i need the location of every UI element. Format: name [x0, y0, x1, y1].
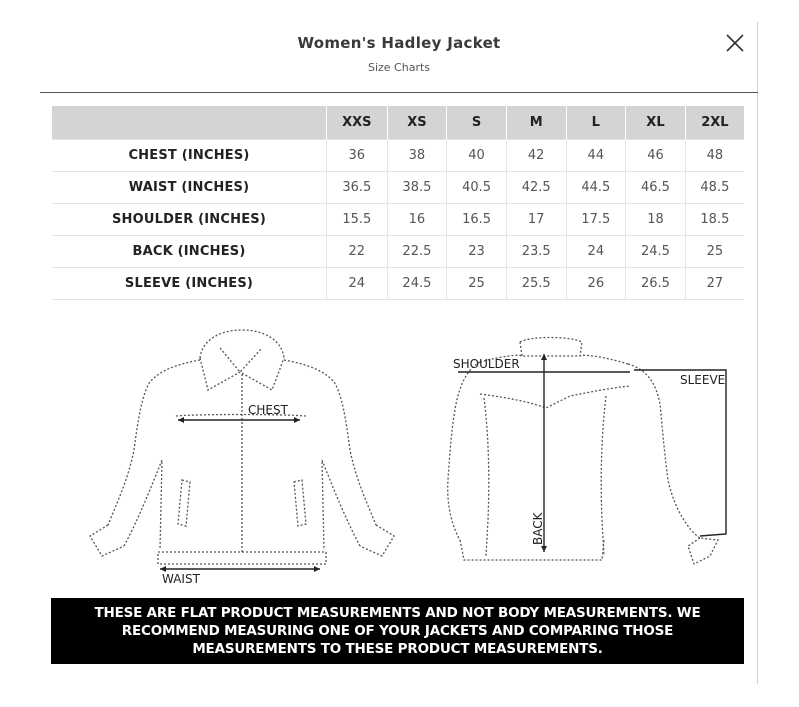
- page-title: Women's Hadley Jacket: [297, 34, 501, 52]
- table-cell: 25: [685, 236, 744, 268]
- row-label: WAIST (INCHES): [52, 172, 327, 204]
- table-cell: 25: [447, 268, 507, 300]
- chest-label: CHEST: [248, 403, 288, 417]
- close-button[interactable]: [724, 32, 746, 54]
- size-col-header: S: [447, 106, 507, 140]
- measurement-notice: [51, 598, 744, 664]
- table-cell: 24: [566, 236, 626, 268]
- table-cell: 25.5: [506, 268, 566, 300]
- table-cell: 38.5: [387, 172, 447, 204]
- table-cell: 26: [566, 268, 626, 300]
- table-cell: 46: [626, 140, 686, 172]
- table-cell: 22.5: [387, 236, 447, 268]
- table-cell: 27: [685, 268, 744, 300]
- table-cell: 22: [327, 236, 388, 268]
- shoulder-label: SHOULDER: [453, 357, 520, 371]
- table-cell: 36: [327, 140, 388, 172]
- page-subtitle: Size Charts: [367, 61, 431, 74]
- table-cell: 16.5: [447, 204, 507, 236]
- close-icon: [724, 32, 746, 54]
- table-cell: 40.5: [447, 172, 507, 204]
- jacket-diagram-svg: [50, 320, 750, 595]
- modal-border: [757, 22, 758, 684]
- table-cell: 18.5: [685, 204, 744, 236]
- table-cell: 44: [566, 140, 626, 172]
- size-col-header: 2XL: [685, 106, 744, 140]
- header-divider: [40, 92, 758, 93]
- front-jacket-outline: [90, 330, 394, 564]
- table-cell: 17.5: [566, 204, 626, 236]
- size-col-header: XS: [387, 106, 447, 140]
- table-cell: 24.5: [626, 236, 686, 268]
- notice-line: RECOMMEND MEASURING ONE OF YOUR JACKETS AND COMPARING THOSE: [121, 623, 674, 639]
- table-cell: 42: [506, 140, 566, 172]
- modal-header: [40, 0, 758, 93]
- row-label: SLEEVE (INCHES): [52, 268, 327, 300]
- size-col-header: L: [566, 106, 626, 140]
- size-col-header: XL: [626, 106, 686, 140]
- table-cell: 24: [327, 268, 388, 300]
- table-cell: 48.5: [685, 172, 744, 204]
- row-label: CHEST (INCHES): [52, 140, 327, 172]
- header-corner: [52, 106, 327, 140]
- size-header-row: [52, 106, 744, 140]
- table-cell: 24.5: [387, 268, 447, 300]
- sleeve-label: SLEEVE: [680, 373, 726, 387]
- table-cell: 48: [685, 140, 744, 172]
- table-cell: 23.5: [506, 236, 566, 268]
- table-cell: 15.5: [327, 204, 388, 236]
- table-row: [52, 172, 744, 204]
- table-cell: 44.5: [566, 172, 626, 204]
- table-cell: 42.5: [506, 172, 566, 204]
- table-cell: 40: [447, 140, 507, 172]
- size-col-header: XXS: [327, 106, 388, 140]
- table-cell: 16: [387, 204, 447, 236]
- table-cell: 18: [626, 204, 686, 236]
- row-label: BACK (INCHES): [52, 236, 327, 268]
- table-cell: 26.5: [626, 268, 686, 300]
- notice-line: MEASUREMENTS TO THESE PRODUCT MEASUREMENTS.: [192, 641, 603, 657]
- table-row: [52, 140, 744, 172]
- measurement-diagram: [50, 320, 750, 595]
- table-row: [52, 236, 744, 268]
- table-cell: 23: [447, 236, 507, 268]
- table-cell: 46.5: [626, 172, 686, 204]
- waist-label: WAIST: [162, 572, 200, 586]
- table-cell: 36.5: [327, 172, 388, 204]
- table-cell: 17: [506, 204, 566, 236]
- size-col-header: M: [506, 106, 566, 140]
- row-label: SHOULDER (INCHES): [52, 204, 327, 236]
- notice-line: THESE ARE FLAT PRODUCT MEASUREMENTS AND NOT BODY MEASUREMENTS. WE: [94, 605, 701, 621]
- table-row: [52, 268, 744, 300]
- size-chart-table: [52, 106, 744, 300]
- table-cell: 38: [387, 140, 447, 172]
- back-label: BACK: [531, 512, 545, 545]
- table-row: [52, 204, 744, 236]
